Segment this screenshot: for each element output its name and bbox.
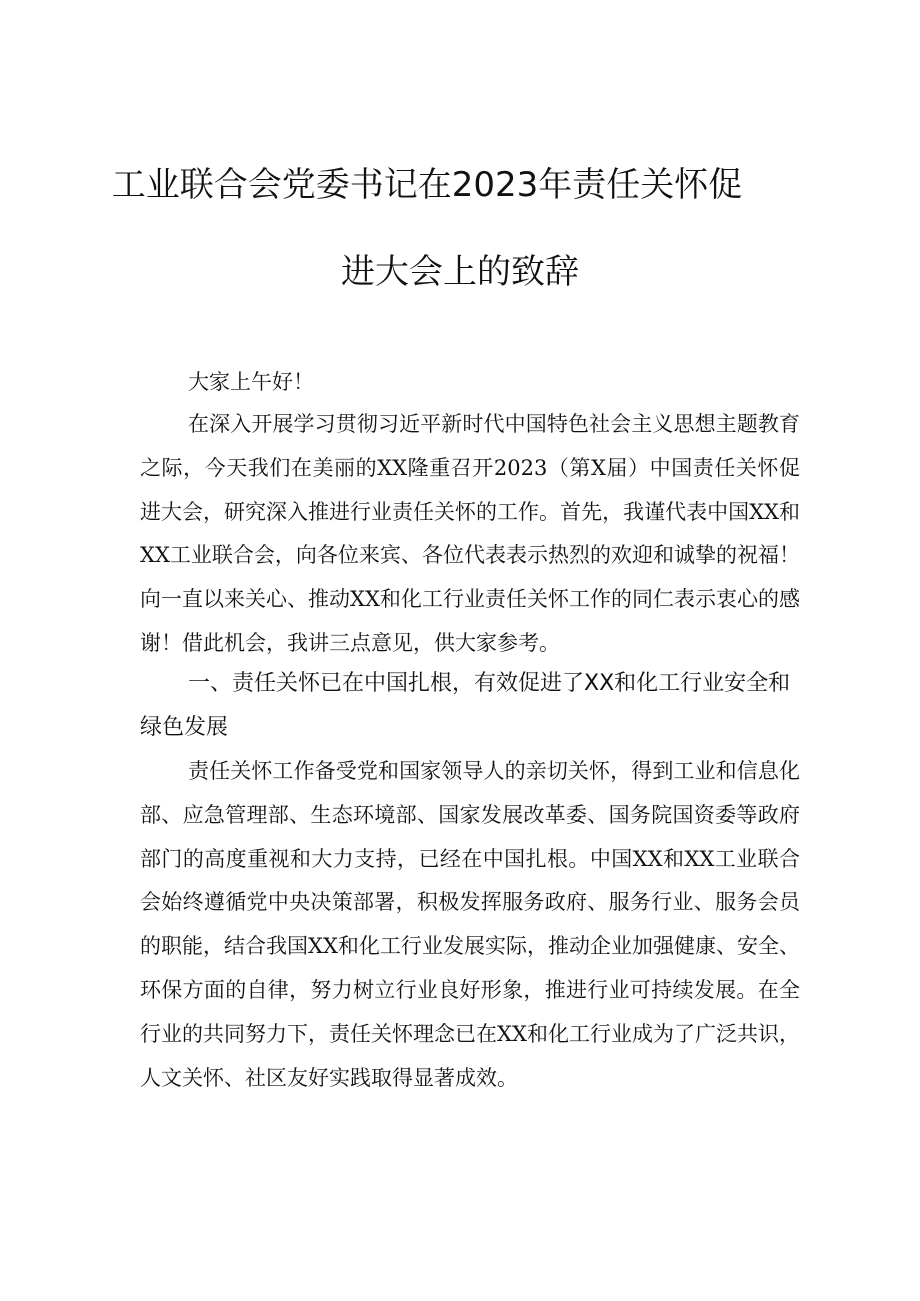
body-paragraph-2: 责任关怀工作备受党和国家领导人的亲切关怀，得到工业和信息化部、应急管理部、生态环境部、国家发展改革委、国务院国资委等政府部门的高度重视和大力支持，已经在中国扎根。中国XX和XX工业联合会始终遵循党中央决策部署，积极发挥服务政府、服务行业、服务会员的职能，结合我国XX和化工行业发展实际，推动企业加强健康、安全、环保方面的自律，努力树立行业良好形象，推进行业可持续发展。在全行业的共同努力下，责任关怀理念已在XX和化工行业成为了广泛共识，人文关怀、社区友好实践取得显著成效。 <box>140 759 800 1090</box>
document-title-line-1: 工业联合会党委书记在2023年责任关怀促 <box>111 165 743 205</box>
document-title-line-2: 进大会上的致辞 <box>341 252 579 292</box>
body-paragraph-1: 在深入开展学习贯彻习近平新时代中国特色社会主义思想主题教育之际，今天我们在美丽的XX隆重召开2023（第X届）中国责任关怀促进大会，研究深入推进行业责任关怀的工作。首先，我谨代表中国XX和XX工业联合会，向各位来宾、各位代表表示热烈的欢迎和诚挚的祝福！向一直以来关心、推动XX和化工行业责任关怀工作的同仁表示衷心的感谢！借此机会，我讲三点意见，供大家参考。 <box>140 412 800 655</box>
greeting-paragraph: 大家上午好！ <box>188 370 314 394</box>
section-heading-1: 一、责任关怀已在中国扎根，有效促进了XX和化工行业安全和绿色发展 <box>140 671 791 740</box>
